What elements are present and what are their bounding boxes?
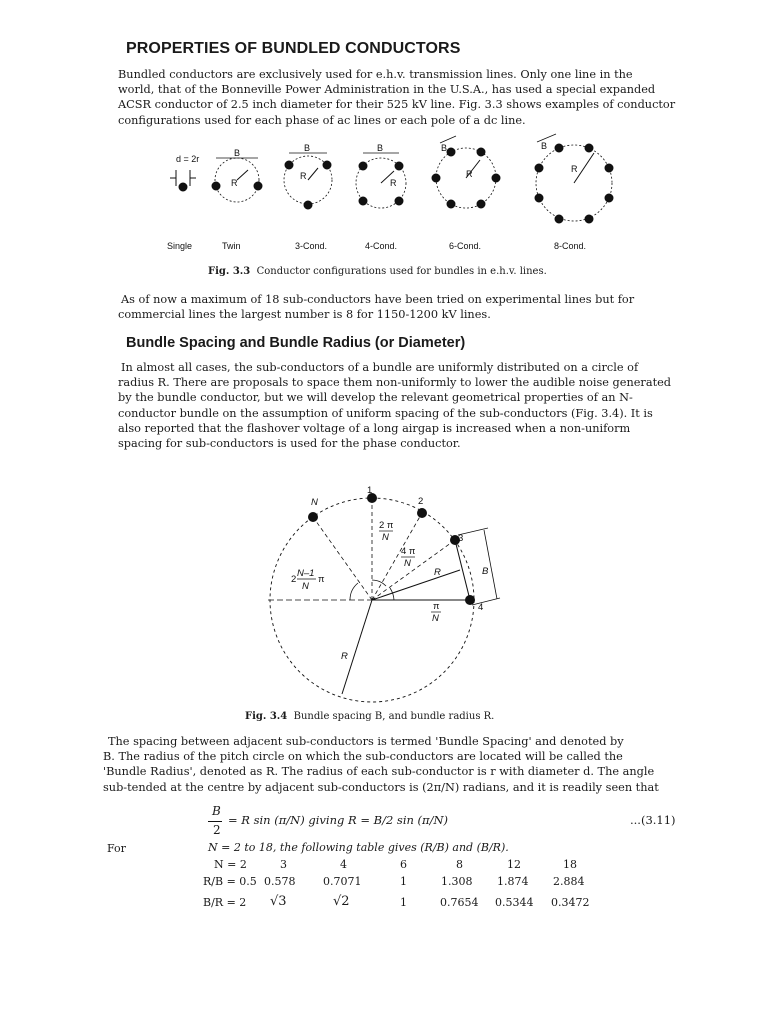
table-cell: 18 [563, 858, 577, 871]
radius-label: R [571, 164, 578, 174]
spacing-label: B [304, 143, 311, 153]
figure-caption-text: Bundle spacing B, and bundle radius R. [293, 711, 495, 722]
config-label-single: Single [167, 241, 193, 251]
half-angle-n: N [432, 613, 439, 624]
table-cell: 0.7071 [323, 875, 362, 888]
table-cell: 1 [400, 896, 407, 909]
text-line: spacing for sub-conductors is used for the phase conductor. [118, 437, 461, 451]
conductor-label-4: 4 [478, 602, 484, 613]
dimension-extension [472, 598, 500, 605]
equation-fraction-bar [208, 821, 222, 822]
text-line: sub-tended at the centre by adjacent sub-conductors is (2π/N) radians, and it is readily seen that [103, 780, 659, 794]
figure-caption-text: Conductor configurations used for bundles in e.h.v. lines. [256, 266, 547, 277]
equation-number: ...(3.11) [630, 813, 676, 827]
table-intro: N = 2 to 18, the following table gives (R/B) and (B/R). [208, 841, 509, 854]
table-cell: 0.578 [264, 875, 296, 888]
figure-3-4-caption [245, 711, 494, 722]
radius-label: R [434, 567, 441, 578]
text-line: 'Bundle Radius', denoted as R. The radius of each sub-conductor is r with diameter d. The angle [103, 765, 655, 779]
table-cell: 4 [340, 858, 347, 871]
radius-r-label: R [341, 651, 348, 662]
angle-pi: π [318, 574, 325, 585]
table-cell: 0.5344 [495, 896, 534, 909]
text-line: commercial lines the largest number is 8 for 1150-1200 kV lines. [118, 308, 491, 322]
table-cell: B/R = 2 [203, 896, 247, 909]
text-line: radius R. There are proposals to space them non-uniformly to lower the audible noise generated [118, 376, 672, 390]
equation-numerator: B [212, 804, 221, 818]
text-line: B. The radius of the pitch circle on which the sub-conductors are located will be called the [103, 750, 623, 764]
config-label-4-cond: 4-Cond. [365, 241, 398, 251]
spacing-label: B [441, 143, 448, 153]
text-line: ACSR conductor of 2.5 inch diameter for their 525 kV line. Fig. 3.3 shows examples of conductor [118, 98, 676, 112]
table-cell: √2 [333, 894, 350, 909]
config-label-6-cond: 6-Cond. [449, 241, 482, 251]
table-cell: 1 [400, 875, 407, 888]
config-label-twin: Twin [222, 241, 241, 251]
conductor-dot [465, 595, 475, 605]
dimension-line [484, 530, 497, 599]
diameter-label: d = 2r [176, 154, 200, 164]
text-line: also reported that the flashover voltage of a long airgap is increased when a non-uniform [118, 421, 631, 435]
text-line: As of now a maximum of 18 sub-conductors have been tried on experimental lines but for [121, 293, 635, 306]
table-cell: N = 2 [214, 858, 247, 871]
config-label-3-cond: 3-Cond. [295, 241, 328, 251]
equation-denominator: 2 [213, 823, 221, 837]
text-line: configurations used for each phase of ac lines or each pole of a dc line. [118, 113, 526, 127]
text-line: In almost all cases, the sub-conductors of a bundle are uniformly distributed on a circle of [121, 361, 639, 374]
angle-arc [350, 583, 358, 600]
text-line: world, that of the Bonneville Power Administration in the U.S.A., has used a special expanded [118, 83, 656, 97]
conductor-label-3: 3 [458, 533, 464, 544]
table-cell: 2.884 [553, 875, 585, 888]
table-cell: √3 [270, 894, 287, 909]
table-cell: R/B = 0.5 [203, 875, 257, 888]
text-line: Bundled conductors are exclusively used for e.h.v. transmission lines. Only one line in the [118, 68, 633, 81]
conductor-label-n: N [311, 497, 318, 508]
paragraph-4 [103, 734, 695, 795]
figure-number: Fig. 3.3 [208, 266, 251, 277]
angle-2pi-num: 2 π [379, 520, 394, 531]
radius-label: R [300, 171, 307, 181]
table-cell: 1.874 [497, 875, 529, 888]
angle-2pi-den: N [382, 532, 389, 543]
spacing-label: B [541, 141, 548, 151]
config-label-8-cond: 8-Cond. [554, 241, 587, 251]
radius-label: R [390, 178, 397, 188]
table-cell: 1.308 [441, 875, 473, 888]
radius-to-n [313, 517, 372, 600]
figure-number: Fig. 3.4 [245, 711, 288, 722]
conductor-label-2: 2 [418, 496, 424, 507]
half-angle-pi: π [433, 601, 440, 612]
chord-b [455, 540, 470, 600]
for-label: For [107, 842, 126, 855]
page-title: PROPERTIES OF BUNDLED CONDUCTORS [126, 40, 461, 57]
text-line: conductor bundle on the assumption of uniform spacing of the sub-conductors (Fig. 3.4). It is [118, 406, 653, 420]
equation-text: = R sin (π/N) giving R = B/2 sin (π/N) [228, 813, 449, 827]
section-heading: Bundle Spacing and Bundle Radius (or Diameter) [126, 335, 466, 351]
conductor-dot [308, 512, 318, 522]
table-cell: 3 [280, 858, 287, 871]
radius-label: R [231, 178, 238, 188]
table-cell: 12 [507, 858, 521, 871]
conductor-dot [417, 508, 427, 518]
text-line: The spacing between adjacent sub-conductors is termed 'Bundle Spacing' and denoted by [108, 735, 624, 748]
spacing-label: B [377, 143, 384, 153]
table-cell: 0.7654 [440, 896, 479, 909]
angle-n-den: N [302, 581, 309, 592]
angle-4pi-den: N [404, 558, 411, 569]
table-cell: 6 [400, 858, 407, 871]
conductor-label-1: 1 [367, 485, 373, 496]
text-line: by the bundle conductor, but we will develop the relevant geometrical properties of an N- [118, 391, 633, 405]
angle-coef: 2 [291, 574, 297, 585]
table-cell: 8 [456, 858, 463, 871]
angle-arc [372, 580, 386, 586]
angle-4pi-num: 4 π [401, 546, 416, 557]
spacing-label: B [234, 148, 241, 158]
spacing-label: B [482, 566, 489, 577]
radius-r-line [342, 600, 372, 694]
angle-n-minus-1: N–1 [297, 568, 315, 579]
radius-label: R [466, 169, 473, 179]
table-cell: 0.3472 [551, 896, 590, 909]
